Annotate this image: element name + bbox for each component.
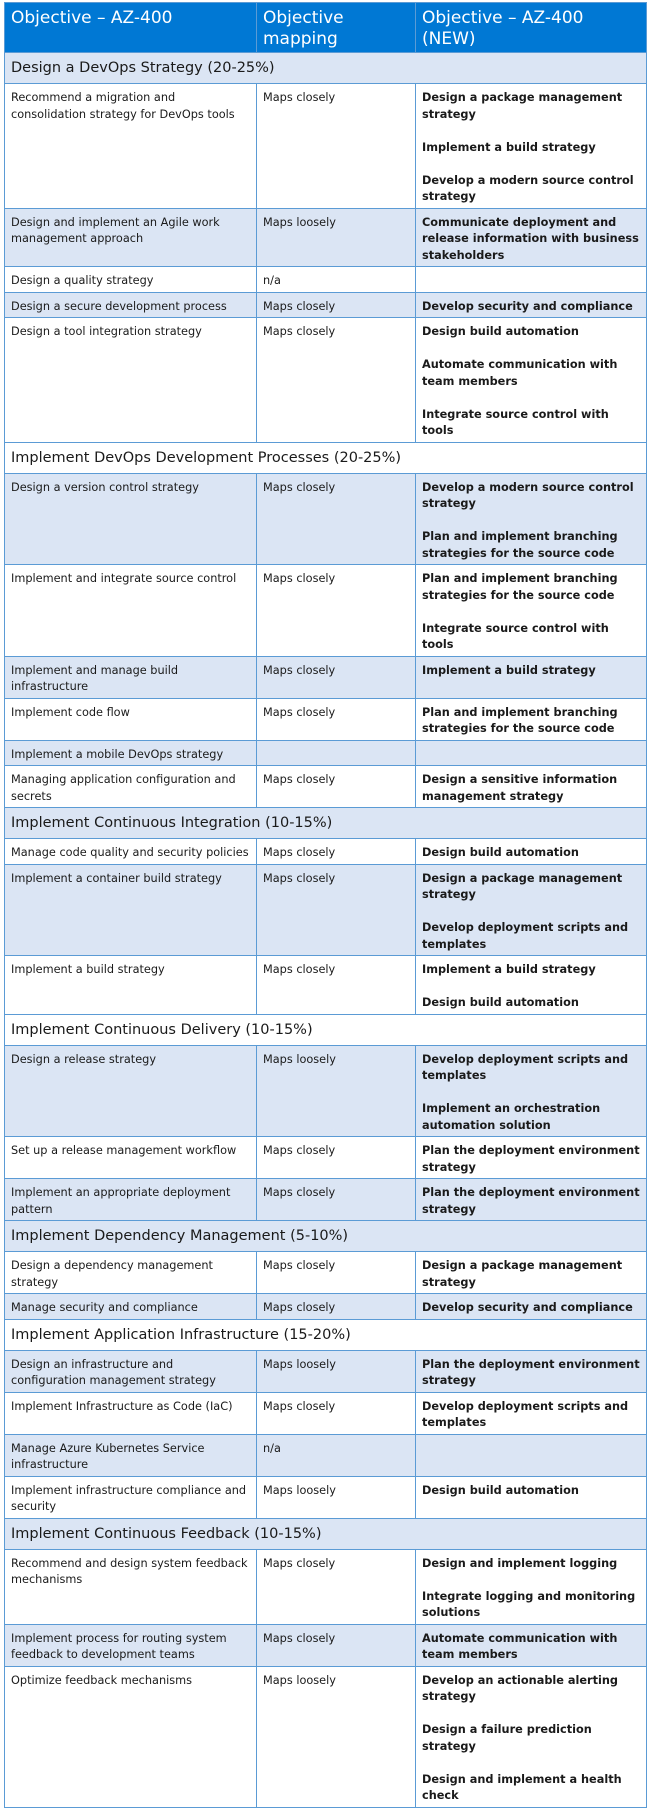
new-objective-item: Automate communication with team members [422,358,618,388]
objective-cell: Design a quality strategy [5,267,257,293]
new-objective-cell [416,956,647,1015]
mapping-cell: Maps closely [257,656,416,698]
header-objective-new: Objective – AZ-400 (NEW) [416,3,647,53]
mapping-cell [257,740,416,766]
new-objective-item: Design a package management strategy [422,91,623,121]
objective-cell: Implement and manage build infrastructure [5,656,257,698]
section-title: Implement Continuous Delivery (10-15%) [5,1014,647,1045]
objective-cell: Recommend a migration and consolidation strategy for DevOps tools [5,84,257,209]
table-row [5,565,647,657]
table-row [5,84,647,209]
objective-cell: Implement Infrastructure as Code (IaC) [5,1392,257,1434]
new-objective-item: Develop a modern source control strategy [422,173,634,203]
table-row [5,318,647,443]
new-objective-cell [416,208,647,267]
table-row [5,839,647,865]
objective-cell: Design and implement an Agile work management approach [5,208,257,267]
table-row [5,1137,647,1179]
objective-cell: Implement process for routing system feedback to development teams [5,1624,257,1666]
objective-cell: Manage security and compliance [5,1294,257,1320]
new-objective-cell [416,766,647,808]
objective-cell: Implement and integrate source control [5,565,257,657]
new-objective-cell [416,267,647,293]
table-row [5,473,647,565]
section-row [5,53,647,84]
objective-cell: Design a secure development process [5,292,257,318]
new-objective-cell [416,1434,647,1476]
new-objective-cell [416,1294,647,1320]
mapping-cell: Maps closely [257,698,416,740]
new-objective-item: Communicate deployment and release information with business stakeholders [422,215,639,262]
mapping-cell: Maps loosely [257,1666,416,1807]
mapping-cell: Maps closely [257,766,416,808]
table-row [5,1476,647,1518]
table-row [5,1392,647,1434]
new-objective-cell [416,698,647,740]
new-objective-cell [416,292,647,318]
mapping-cell: Maps closely [257,292,416,318]
mapping-cell: Maps loosely [257,1045,416,1137]
objective-mapping-table [4,2,647,1808]
mapping-cell: Maps loosely [257,1350,416,1392]
new-objective-item: Integrate source control with tools [422,407,609,437]
new-objective-cell [416,318,647,443]
section-row [5,1319,647,1350]
objective-cell: Set up a release management workflow [5,1137,257,1179]
section-row [5,808,647,839]
table-row [5,766,647,808]
new-objective-cell [416,84,647,209]
objective-cell: Manage Azure Kubernetes Service infrastructure [5,1434,257,1476]
new-objective-item: Design build automation [422,846,579,859]
table-row [5,864,647,956]
new-objective-cell [416,1624,647,1666]
new-objective-item: Implement a build strategy [422,963,596,976]
mapping-cell: Maps closely [257,864,416,956]
new-objective-item: Implement an orchestration automation solution [422,1102,601,1132]
new-objective-cell [416,740,647,766]
section-row [5,442,647,473]
table-row [5,208,647,267]
new-objective-cell [416,1179,647,1221]
mapping-cell: Maps closely [257,839,416,865]
new-objective-item: Design build automation [422,325,579,338]
new-objective-item: Automate communication with team members [422,1631,618,1661]
mapping-cell: n/a [257,1434,416,1476]
section-row [5,1221,647,1252]
objective-cell: Design a dependency management strategy [5,1252,257,1294]
new-objective-item: Design build automation [422,996,579,1009]
mapping-cell: n/a [257,267,416,293]
section-title: Design a DevOps Strategy (20-25%) [5,53,647,84]
new-objective-item: Design build automation [422,1483,579,1497]
mapping-cell: Maps loosely [257,1476,416,1518]
table-row [5,1045,647,1137]
objective-cell: Design a tool integration strategy [5,318,257,443]
mapping-cell: Maps closely [257,956,416,1015]
objective-cell: Implement a build strategy [5,956,257,1015]
objective-cell: Manage code quality and security policies [5,839,257,865]
new-objective-cell [416,1137,647,1179]
new-objective-item: Design and implement a health check [422,1772,622,1802]
new-objective-cell [416,656,647,698]
mapping-cell: Maps closely [257,1137,416,1179]
new-objective-cell [416,565,647,657]
section-row [5,1518,647,1549]
table-row [5,1666,647,1807]
new-objective-item: Plan and implement branching strategies for the source code [422,705,618,735]
new-objective-item: Integrate logging and monitoring solutions [422,1589,636,1619]
new-objective-item: Plan the deployment environment strategy [422,1357,640,1387]
new-objective-item: Integrate source control with tools [422,621,609,651]
new-objective-cell [416,839,647,865]
header-objective: Objective – AZ-400 [5,3,257,53]
new-objective-cell [416,864,647,956]
mapping-cell: Maps closely [257,1392,416,1434]
table-row [5,267,647,293]
table-row [5,1624,647,1666]
objective-cell: Optimize feedback mechanisms [5,1666,257,1807]
new-objective-item: Develop security and compliance [422,1301,633,1314]
table-row [5,956,647,1015]
objective-cell: Recommend and design system feedback mechanisms [5,1549,257,1624]
objective-cell: Design a version control strategy [5,473,257,565]
new-objective-item: Plan and implement branching strategies for the source code [422,572,618,602]
section-title: Implement DevOps Development Processes (20-25%) [5,442,647,473]
new-objective-item: Develop a modern source control strategy [422,480,634,510]
mapping-cell: Maps closely [257,84,416,209]
objective-cell: Implement an appropriate deployment pattern [5,1179,257,1221]
new-objective-item: Implement a build strategy [422,663,596,677]
mapping-cell: Maps closely [257,318,416,443]
section-title: Implement Dependency Management (5-10%) [5,1221,647,1252]
new-objective-item: Design a failure prediction strategy [422,1723,592,1753]
mapping-cell: Maps closely [257,1624,416,1666]
new-objective-item: Develop deployment scripts and templates [422,1399,629,1429]
table-row [5,292,647,318]
table-row [5,1179,647,1221]
new-objective-item: Plan the deployment environment strategy [422,1186,640,1216]
mapping-cell: Maps closely [257,565,416,657]
table-row [5,740,647,766]
header-objective-mapping: Objective mapping [257,3,416,53]
section-title: Implement Application Infrastructure (15-20%) [5,1319,647,1350]
new-objective-item: Implement a build strategy [422,140,596,154]
objective-cell: Design a release strategy [5,1045,257,1137]
table-row [5,1549,647,1624]
objective-cell: Implement code flow [5,698,257,740]
table-row [5,1350,647,1392]
new-objective-cell [416,473,647,565]
mapping-cell: Maps loosely [257,208,416,267]
new-objective-cell [416,1350,647,1392]
new-objective-cell [416,1476,647,1518]
table-row [5,1252,647,1294]
table-row [5,698,647,740]
section-row [5,1014,647,1045]
new-objective-item: Design and implement logging [422,1556,618,1570]
mapping-cell: Maps closely [257,1179,416,1221]
objective-cell: Implement a mobile DevOps strategy [5,740,257,766]
new-objective-item: Plan and implement branching strategies for the source code [422,530,618,560]
new-objective-item: Develop deployment scripts and templates [422,921,629,951]
new-objective-item: Develop an actionable alerting strategy [422,1673,619,1703]
objective-cell: Managing application configuration and secrets [5,766,257,808]
new-objective-item: Develop security and compliance [422,299,633,313]
table-header [5,3,647,53]
new-objective-item: Design a package management strategy [422,871,623,901]
mapping-cell: Maps closely [257,1252,416,1294]
new-objective-cell [416,1045,647,1137]
new-objective-cell [416,1392,647,1434]
table-body [5,53,647,1808]
mapping-cell: Maps closely [257,1294,416,1320]
objective-cell: Design an infrastructure and configuration management strategy [5,1350,257,1392]
table-row [5,656,647,698]
new-objective-item: Plan the deployment environment strategy [422,1144,640,1174]
new-objective-cell [416,1252,647,1294]
mapping-cell: Maps closely [257,1549,416,1624]
section-title: Implement Continuous Integration (10-15%) [5,808,647,839]
new-objective-item: Design a package management strategy [422,1259,623,1289]
table-row [5,1294,647,1320]
objective-cell: Implement a container build strategy [5,864,257,956]
objective-cell: Implement infrastructure compliance and security [5,1476,257,1518]
section-title: Implement Continuous Feedback (10-15%) [5,1518,647,1549]
new-objective-item: Develop deployment scripts and templates [422,1052,629,1082]
table-row [5,1434,647,1476]
mapping-cell: Maps closely [257,473,416,565]
new-objective-cell [416,1666,647,1807]
new-objective-cell [416,1549,647,1624]
new-objective-item: Design a sensitive information management strategy [422,773,618,803]
